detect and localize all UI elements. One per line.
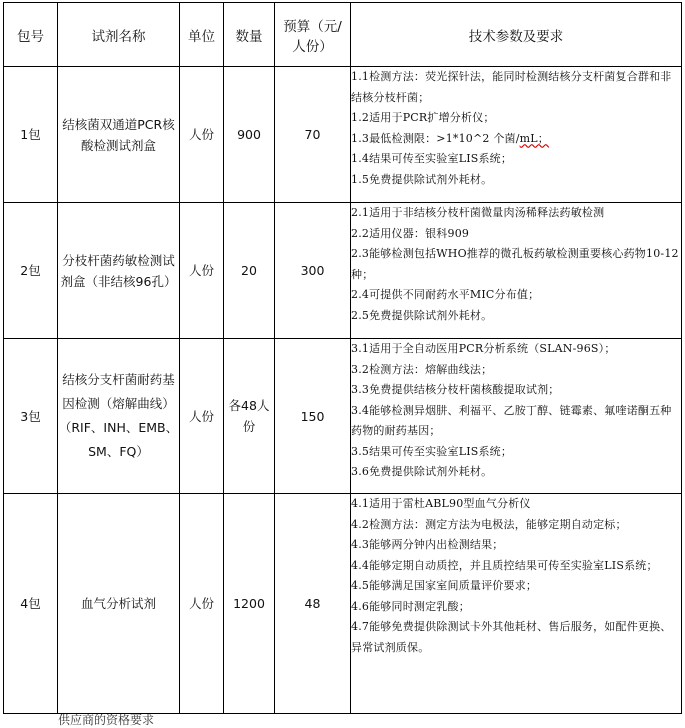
header-row xyxy=(4,3,682,67)
requirement-item: 4.1适用于雷杜ABL90型血气分析仪 xyxy=(351,497,531,510)
requirement-item xyxy=(351,129,681,150)
requirement-item: 3.1适用于全自动医用PCR分析系统（SLAN-96S）； xyxy=(351,342,616,355)
header-package: 包号 xyxy=(4,3,58,67)
footnote-text: 供应商的资格要求 xyxy=(58,713,155,727)
requirement-item: 2.5免费提供除试剂外耗材。 xyxy=(351,308,493,322)
package-number: 1包 xyxy=(4,67,58,203)
package-number: 4包 xyxy=(4,494,58,714)
reagent-name: 结核分支杆菌耐药基因检测（熔解曲线）（RIF、INH、EMB、SM、FQ） xyxy=(58,339,180,494)
requirements-cell xyxy=(351,494,682,714)
quantity-cell: 900 xyxy=(224,67,275,203)
header-requirements: 技术参数及要求 xyxy=(351,3,682,67)
reagent-name: 分枝杆菌药敏检测试剂盒（非结核96孔） xyxy=(58,203,180,339)
requirement-item: 1.2适用于PCR扩增分析仪； xyxy=(351,111,495,124)
requirement-item: 3.6免费提供除试剂外耗材。 xyxy=(351,465,493,478)
unit-cell: 人份 xyxy=(180,203,224,339)
requirements-cell xyxy=(351,339,682,494)
quantity-cell: 20 xyxy=(224,203,275,339)
reagent-name: 血气分析试剂 xyxy=(58,494,180,714)
budget-cell: 300 xyxy=(275,203,351,339)
requirement-item: 2.4可提供不同耐药水平MIC分布值； xyxy=(351,288,540,301)
reagent-spec-table xyxy=(3,2,682,714)
requirements-cell xyxy=(351,203,682,339)
unit-cell: 人份 xyxy=(180,67,224,203)
requirement-item: 1.5免费提供除试剂外耗材。 xyxy=(351,172,493,186)
requirement-item: 1.1检测方法：荧光探针法，能同时检测结核分支杆菌复合群和非结核分枝杆菌； xyxy=(351,70,672,104)
quantity-cell: 各48人份 xyxy=(224,339,275,494)
budget-cell: 48 xyxy=(275,494,351,714)
table-row-package-2 xyxy=(4,203,682,339)
quantity-cell: 1200 xyxy=(224,494,275,714)
requirement-item: 3.5结果可传至实验室LIS系统； xyxy=(351,444,513,458)
package-number: 2包 xyxy=(4,203,58,339)
reagent-name: 结核菌双通道PCR核酸检测试剂盒 xyxy=(58,67,180,203)
requirement-item: 3.4能够检测异烟肼、利福平、乙胺丁醇、链霉素、氟喹诺酮五种药物的耐药基因； xyxy=(351,403,672,437)
unit-cell: 人份 xyxy=(180,339,224,494)
requirement-item: 4.2检测方法：测定方法为电极法，能够定期自动定标； xyxy=(351,517,627,531)
requirement-item: 4.7能够免费提供除测试卡外其他耗材、售后服务，如配件更换、异常试剂质保。 xyxy=(351,620,672,654)
requirement-item: 2.3能够检测包括WHO推荐的微孔板药敏检测重要核心药物10-12种； xyxy=(351,247,679,281)
budget-cell: 150 xyxy=(275,339,351,494)
detection-unit: mL； xyxy=(519,131,549,145)
requirement-item: 4.5能够满足国家室间质量评价要求； xyxy=(351,579,538,592)
header-reagent-name: 试剂名称 xyxy=(58,3,180,67)
requirement-text: 1.3最低检测限：>1*10^2 个菌/ xyxy=(351,131,520,145)
requirement-item: 4.6能够同时测定乳酸； xyxy=(351,599,470,613)
table-row-package-4 xyxy=(4,494,682,714)
header-budget: 预算（元/人份） xyxy=(275,3,351,67)
requirement-item: 2.2适用仪器：银科909 xyxy=(351,226,470,240)
unit-cell: 人份 xyxy=(180,494,224,714)
header-unit: 单位 xyxy=(180,3,224,67)
table-row-package-3 xyxy=(4,339,682,494)
package-number: 3包 xyxy=(4,339,58,494)
requirement-item: 4.4能够定期自动质控，并且质控结果可传至实验室LIS系统； xyxy=(351,558,658,572)
requirement-item: 3.2检测方法：熔解曲线法； xyxy=(351,362,493,376)
budget-cell: 70 xyxy=(275,67,351,203)
requirement-item: 4.3能够两分钟内出检测结果； xyxy=(351,538,504,551)
requirement-item: 3.3免费提供结核分枝杆菌核酸提取试剂； xyxy=(351,383,560,396)
header-quantity: 数量 xyxy=(224,3,275,67)
requirement-item: 1.4结果可传至实验室LIS系统； xyxy=(351,152,513,165)
requirements-cell xyxy=(351,67,682,203)
requirement-item: 2.1适用于非结核分枝杆菌微量肉汤稀释法药敏检测 xyxy=(351,206,605,219)
table-row-package-1 xyxy=(4,67,682,203)
